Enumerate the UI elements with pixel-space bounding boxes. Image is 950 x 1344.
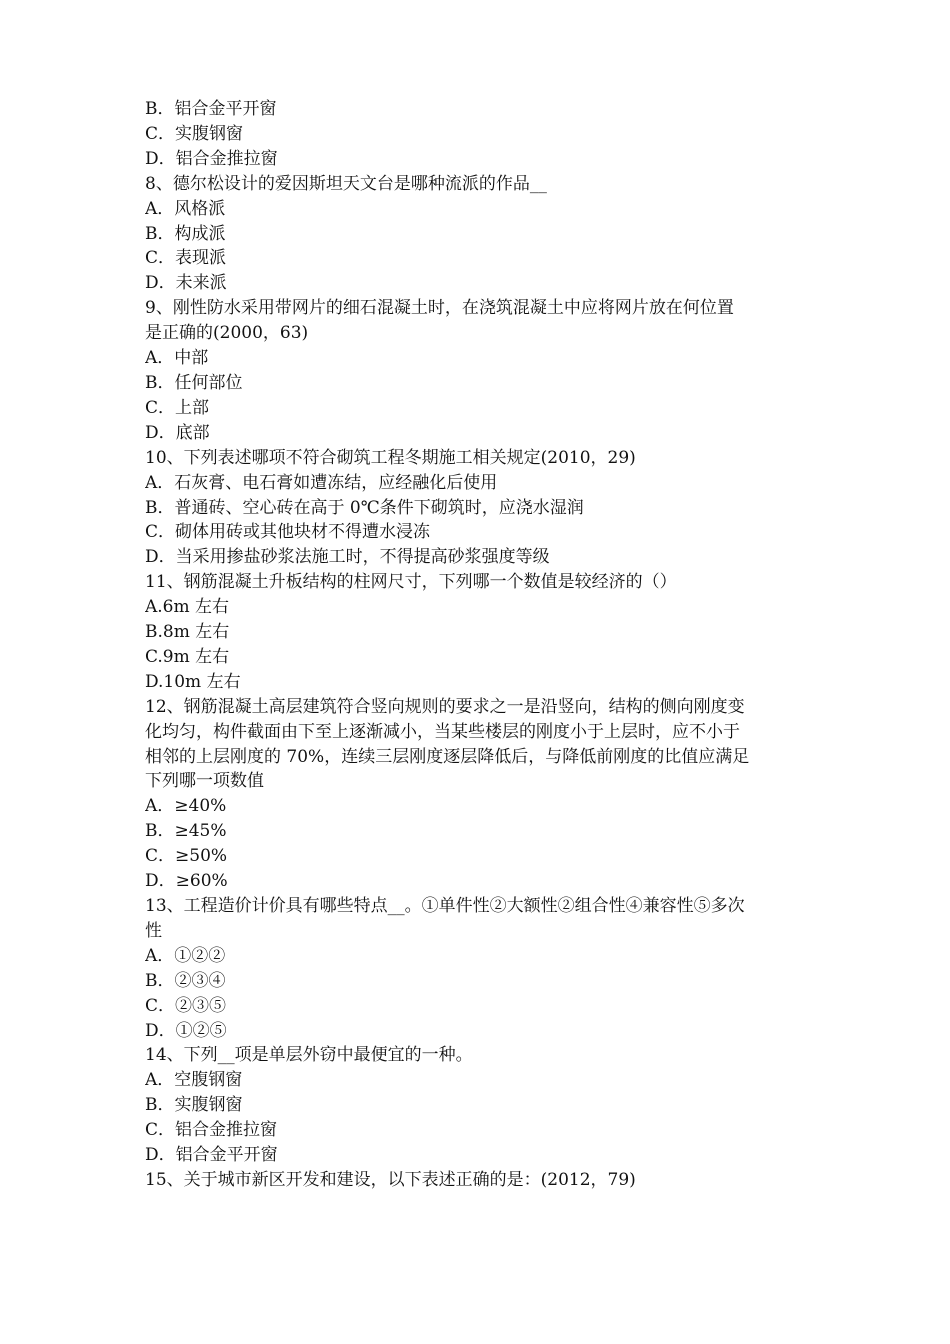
answer-option: D.10m 左右 <box>145 671 241 692</box>
answer-option: C．上部 <box>145 397 210 418</box>
answer-option: D．底部 <box>145 422 210 443</box>
question-text-line: 15、关于城市新区开发和建设，以下表述正确的是：(2012，79) <box>145 1169 636 1190</box>
answer-option: D．铝合金平开窗 <box>145 1145 278 1166</box>
answer-option: A．≥40% <box>145 796 227 817</box>
answer-option: C．铝合金推拉窗 <box>145 1120 278 1141</box>
answer-option: D．①②⑤ <box>145 1020 227 1041</box>
question-text-line: 相邻的上层刚度的 70%，连续三层刚度逐层降低后，与降低前刚度的比值应满足 <box>145 746 750 767</box>
answer-option: A．石灰膏、电石膏如遭冻结，应经融化后使用 <box>145 472 498 493</box>
answer-option: A．风格派 <box>145 198 226 219</box>
answer-option: D．铝合金推拉窗 <box>145 148 278 169</box>
answer-option: B．≥45% <box>145 821 227 842</box>
question-text-line: 化均匀，构件截面由下至上逐渐减小，当某些楼层的刚度小于上层时，应不小于 <box>145 721 740 742</box>
answer-option: D．当采用掺盐砂浆法施工时，不得提高砂浆强度等级 <box>145 547 550 568</box>
answer-option: B．构成派 <box>145 223 226 244</box>
answer-option: C．表现派 <box>145 248 227 269</box>
answer-option: B．②③④ <box>145 970 226 991</box>
question-text-line: 11、钢筋混凝土升板结构的柱网尺寸，下列哪一个数值是较经济的（） <box>145 572 677 593</box>
document-page <box>145 97 810 1193</box>
answer-option: C．实腹钢窗 <box>145 123 244 144</box>
question-text-line: 10、下列表述哪项不符合砌筑工程冬期施工相关规定(2010，29) <box>145 447 636 468</box>
question-text-line: 性 <box>145 920 162 941</box>
answer-option: C．≥50% <box>145 846 228 867</box>
answer-option: C.9m 左右 <box>145 646 230 667</box>
answer-option: A．①②② <box>145 945 226 966</box>
question-text-line: 13、工程造价计价具有哪些特点__。①单件性②大额性②组合性④兼容性⑤多次 <box>145 896 745 916</box>
answer-option: B．普通砖、空心砖在高于 0℃条件下砌筑时，应浇水湿润 <box>145 497 584 518</box>
question-text-line: 下列哪一项数值 <box>145 771 264 792</box>
answer-option: B.8m 左右 <box>145 622 230 643</box>
answer-option: C．②③⑤ <box>145 995 227 1016</box>
answer-option: B．铝合金平开窗 <box>145 99 277 119</box>
question-text-line: 是正确的(2000，63) <box>145 323 309 344</box>
question-text-line: 8、德尔松设计的爱因斯坦天文台是哪种流派的作品__ <box>145 173 547 194</box>
question-text-line: 14、下列__项是单层外窃中最便宜的一种。 <box>145 1045 473 1066</box>
answer-option: B．实腹钢窗 <box>145 1095 243 1116</box>
answer-option: A．中部 <box>145 348 209 369</box>
answer-option: C．砌体用砖或其他块材不得遭水浸冻 <box>145 522 431 543</box>
answer-option: A.6m 左右 <box>145 597 230 618</box>
answer-option: B．任何部位 <box>145 372 243 393</box>
question-text-line: 9、刚性防水采用带网片的细石混凝土时，在浇筑混凝土中应将网片放在何位置 <box>145 298 734 319</box>
answer-option: D．≥60% <box>145 871 228 892</box>
answer-option: A．空腹钢窗 <box>145 1070 243 1091</box>
answer-option: D．未来派 <box>145 273 227 294</box>
question-text-line: 12、钢筋混凝土高层建筑符合竖向规则的要求之一是沿竖向，结构的侧向刚度变 <box>145 696 745 717</box>
